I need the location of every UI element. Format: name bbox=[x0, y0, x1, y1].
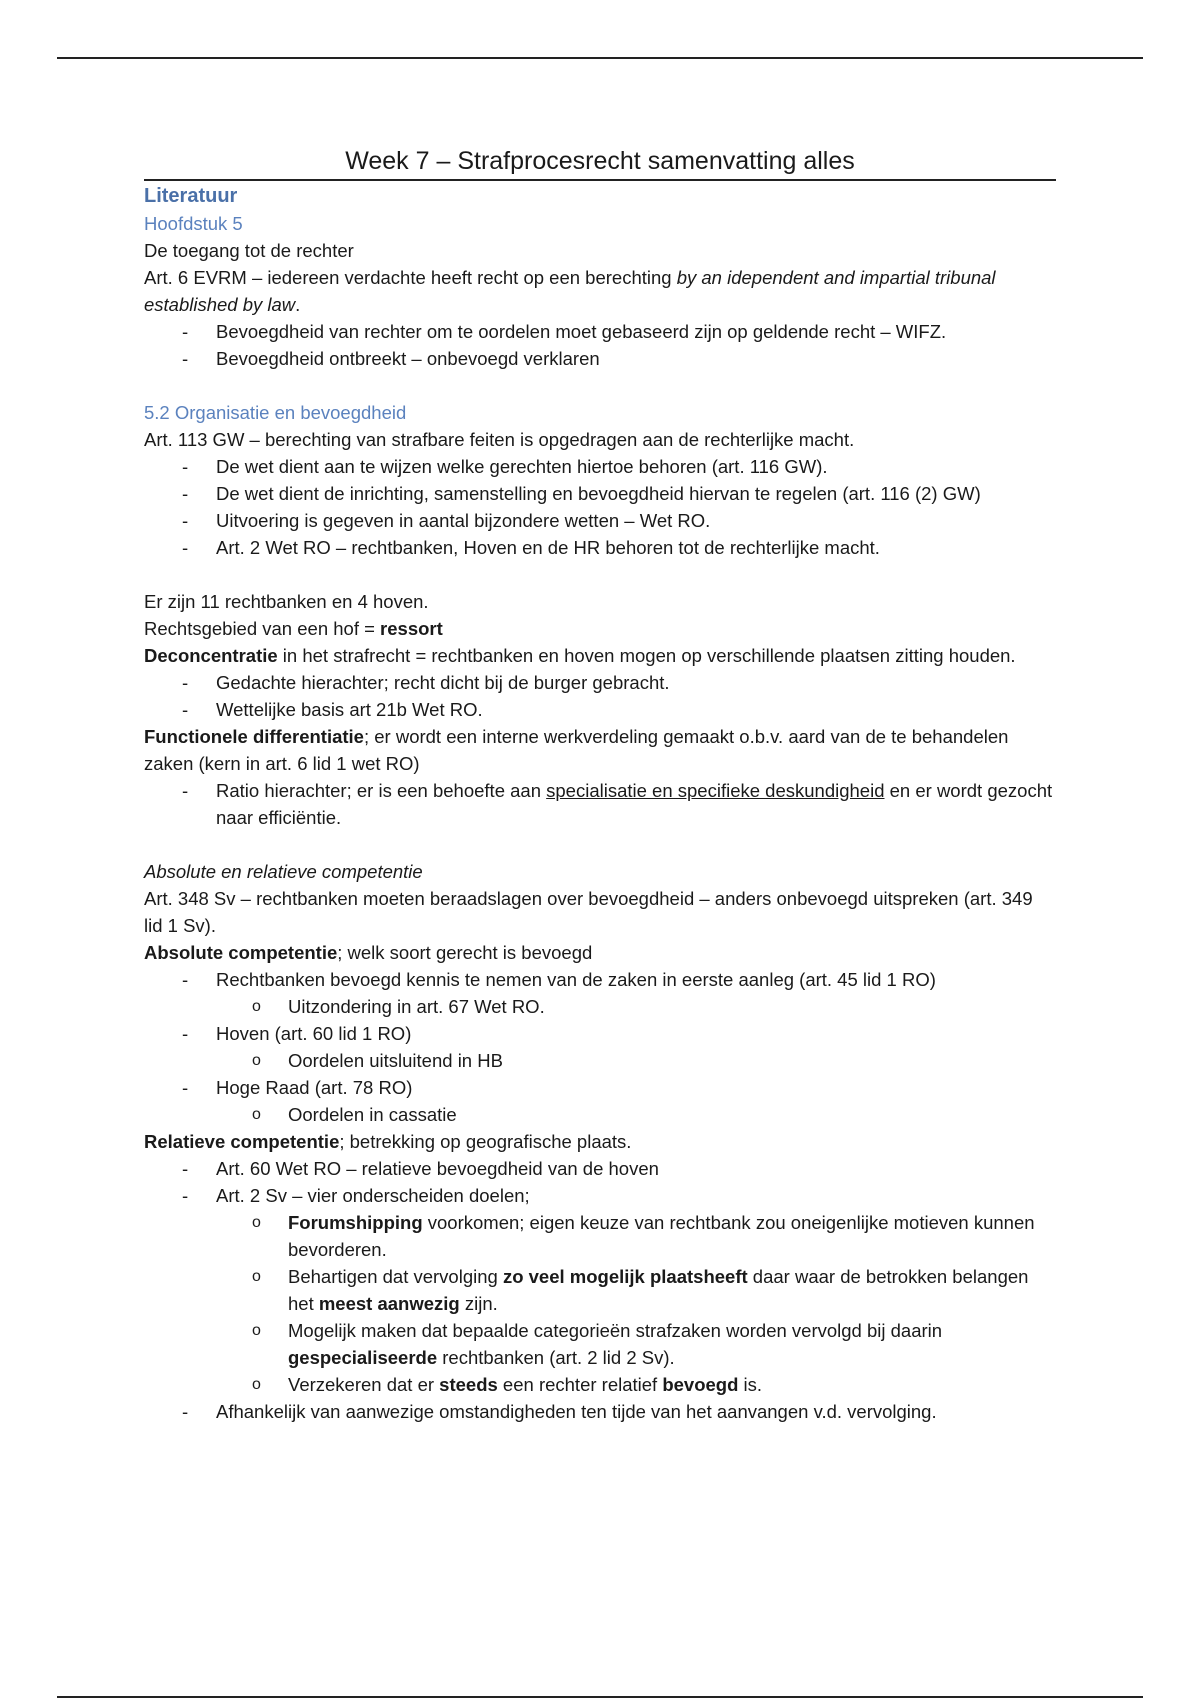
paragraph: Er zijn 11 rechtbanken en 4 hoven. bbox=[144, 591, 429, 612]
bullet-list bbox=[144, 318, 1056, 372]
bullet-list bbox=[144, 777, 1056, 831]
paragraph: De toegang tot de rechter bbox=[144, 240, 354, 261]
list-item: - Art. 60 Wet RO – relatieve bevoegdheid van de hoven bbox=[144, 1155, 1056, 1182]
list-item: - Hoven (art. 60 lid 1 RO) o Oordelen uitsluitend in HB bbox=[144, 1020, 1056, 1074]
sub-list-item: o Oordelen uitsluitend in HB bbox=[216, 1047, 1056, 1074]
paragraph: Art. 6 EVRM – iedereen verdachte heeft recht op een berechting by an idependent and impartial tribunal established by law. bbox=[144, 267, 996, 315]
paragraph: Deconcentratie in het strafrecht = rechtbanken en hoven mogen op verschillende plaatsen zitting houden. bbox=[144, 645, 1016, 666]
list-item: - De wet dient aan te wijzen welke gerechten hiertoe behoren (art. 116 GW). bbox=[144, 453, 1056, 480]
page-title: Week 7 – Strafprocesrecht samenvatting alles bbox=[144, 144, 1056, 181]
list-item: - Bevoegdheid van rechter om te oordelen moet gebaseerd zijn op geldende recht – WIFZ. bbox=[144, 318, 1056, 345]
list-item: - Art. 2 Wet RO – rechtbanken, Hoven en de HR behoren tot de rechterlijke macht. bbox=[144, 534, 1056, 561]
heading-section-5-2: 5.2 Organisatie en bevoegdheid bbox=[144, 402, 407, 423]
bullet-list bbox=[144, 453, 1056, 561]
paragraph: Art. 348 Sv – rechtbanken moeten beraadslagen over bevoegdheid – anders onbevoegd uitspreken (art. 349 lid 1 Sv). bbox=[144, 888, 1033, 936]
sub-list-item: o Verzekeren dat er steeds een rechter relatief bevoegd is. bbox=[216, 1371, 1056, 1398]
document-page bbox=[144, 144, 1056, 1425]
bullet-list bbox=[144, 966, 1056, 1128]
paragraph: Relatieve competentie; betrekking op geografische plaats. bbox=[144, 1131, 632, 1152]
list-item: - Gedachte hierachter; recht dicht bij de burger gebracht. bbox=[144, 669, 1056, 696]
bullet-list bbox=[144, 669, 1056, 723]
sub-list-item: o Behartigen dat vervolging zo veel mogelijk plaatsheeft daar waar de betrokken belangen het meest aanwezig zijn. bbox=[216, 1263, 1056, 1317]
sub-list-item: o Mogelijk maken dat bepaalde categorieën strafzaken worden vervolgd bij daarin gespecialiseerde rechtbanken (art. 2 lid 2 Sv). bbox=[216, 1317, 1056, 1371]
sub-list-item: o Oordelen in cassatie bbox=[216, 1101, 1056, 1128]
paragraph: Functionele differentiatie; er wordt een interne werkverdeling gemaakt o.b.v. aard van de te behandelen zaken (kern in art. 6 lid 1 wet RO) bbox=[144, 726, 1009, 774]
list-item: - Art. 2 Sv – vier onderscheiden doelen; o Forumshipping voorkomen; eigen keuze van rechtbank zou oneigenlijke motieven kunnen bevorderen. o Behartigen dat vervolging zo veel mogelijk plaatsheeft daar waar de betrokken belangen het meest aanwezig zijn. o Mogelijk maken dat bepaalde categorieën strafzaken worden vervolgd bij daarin gespecialiseerde rechtbanken (art. 2 lid 2 Sv). o Verzekeren dat er steeds een rechter relatief bevoegd is. bbox=[144, 1182, 1056, 1398]
list-item: - Wettelijke basis art 21b Wet RO. bbox=[144, 696, 1056, 723]
list-item: - Ratio hierachter; er is een behoefte aan specialisatie en specifieke deskundigheid en er wordt gezocht naar efficiëntie. bbox=[144, 777, 1056, 831]
heading-hoofdstuk: Hoofdstuk 5 bbox=[144, 213, 243, 234]
list-item: - De wet dient de inrichting, samenstelling en bevoegdheid hiervan te regelen (art. 116 (2) GW) bbox=[144, 480, 1056, 507]
paragraph: Rechtsgebied van een hof = ressort bbox=[144, 618, 443, 639]
paragraph: Art. 113 GW – berechting van strafbare feiten is opgedragen aan de rechterlijke macht. bbox=[144, 429, 855, 450]
heading-literatuur: Literatuur bbox=[144, 185, 238, 207]
list-item: - Rechtbanken bevoegd kennis te nemen van de zaken in eerste aanleg (art. 45 lid 1 RO) o Uitzondering in art. 67 Wet RO. bbox=[144, 966, 1056, 1020]
bullet-list bbox=[144, 1155, 1056, 1425]
subheading-competentie: Absolute en relatieve competentie bbox=[144, 861, 423, 882]
sub-list-item: o Uitzondering in art. 67 Wet RO. bbox=[216, 993, 1056, 1020]
list-item: - Hoge Raad (art. 78 RO) o Oordelen in cassatie bbox=[144, 1074, 1056, 1128]
list-item: - Uitvoering is gegeven in aantal bijzondere wetten – Wet RO. bbox=[144, 507, 1056, 534]
footer-rule bbox=[57, 1696, 1143, 1698]
list-item: - Afhankelijk van aanwezige omstandigheden ten tijde van het aanvangen v.d. vervolging. bbox=[144, 1398, 1056, 1425]
paragraph: Absolute competentie; welk soort gerecht is bevoegd bbox=[144, 942, 593, 963]
header-rule bbox=[57, 57, 1143, 59]
sub-list-item: o Forumshipping voorkomen; eigen keuze van rechtbank zou oneigenlijke motieven kunnen bevorderen. bbox=[216, 1209, 1056, 1263]
list-item: - Bevoegdheid ontbreekt – onbevoegd verklaren bbox=[144, 345, 1056, 372]
